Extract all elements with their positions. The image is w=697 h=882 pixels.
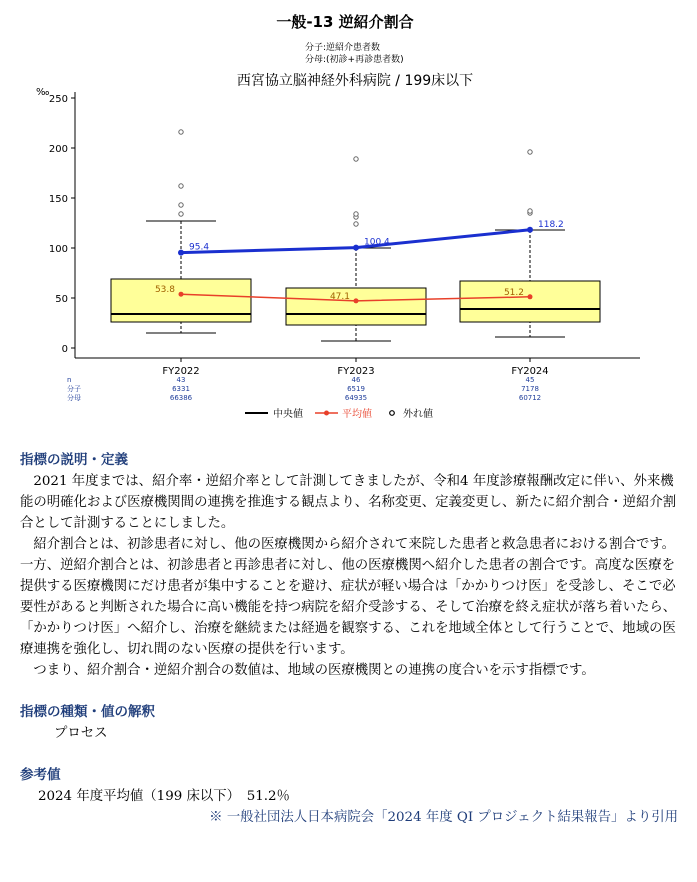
table-cell: 46 (351, 376, 361, 384)
kind-value: プロセス (54, 726, 108, 741)
table-cell: 66386 (169, 394, 193, 402)
reference-value: 2024 年度平均値（199 床以下） 51.2％ (38, 789, 290, 804)
legend-mean-label: 平均値 (342, 409, 372, 420)
hospital-point (178, 250, 184, 256)
table-cell: 6519 (347, 385, 365, 393)
table-row-label: n (67, 376, 72, 384)
table-row-label: 分母 (67, 394, 81, 402)
legend-outlier-label: 外れ値 (403, 409, 433, 420)
definition-paragraph-2: 紹介割合とは、初診患者に対し、他の医療機関から紹介されて来院した患者と救急患者における割合です。一方、逆紹介割合とは、初診患者と再診患者に対し、他の医療機関へ紹介した患者の割合です。高度な医療を提供する医療機関にだけ患者が集中することを避け、症状が軽い場合は「かかりつけ医」を受診し、そこで必要性があると判断された場合に高い機能を持つ病院を紹介受診する、そして治療を終え症状が落ち着いたら、「かかりつけ医」へ紹介し、治療を継続または経過を観察する、これを地域全体として行うことで、地域の医療連携を強化し、切れ間のない医療の提供を行います。 (20, 537, 677, 657)
definition-paragraph-1: 2021 年度までは、紹介率・逆紹介率として計測してきましたが、令和4 年度診療報酬改定に伴い、外来機能の明確化および医療機関間の連携を推進する観点より、名称変更、定義変更し、新たに紹介割合・逆紹介割合として計測することにしました。 (20, 474, 677, 531)
denominator-label: 分母:(初診+再診患者数) (305, 55, 404, 65)
table-cell: 45 (525, 376, 535, 384)
y-tick-label: 50 (55, 294, 68, 305)
iqr-box (111, 279, 251, 322)
reference-source: ※ 一般社団法人日本病院会「2024 年度 QI プロジェクト結果報告」より引用 (209, 810, 678, 825)
definition-heading: 指標の説明・定義 (20, 452, 128, 468)
mean-point (354, 298, 359, 303)
outlier-point (179, 184, 183, 188)
table-cell: 43 (176, 376, 186, 384)
reference-heading: 参考値 (20, 767, 61, 783)
iqr-box (286, 288, 426, 325)
box-plot-chart (0, 0, 697, 440)
legend-mean-marker (324, 411, 329, 416)
hospital-point (527, 227, 533, 233)
outlier-point (528, 150, 532, 154)
x-tick-label: FY2023 (337, 366, 375, 377)
table-cell: 6331 (172, 385, 190, 393)
table-cell: 7178 (521, 385, 539, 393)
description-section (20, 450, 680, 828)
y-axis-unit: ‰ (36, 87, 50, 98)
outlier-point (179, 203, 183, 207)
definition-paragraph-3: つまり、紹介割合・逆紹介割合の数値は、地域の医療機関との連携の度合いを示す指標です。 (33, 663, 595, 678)
x-tick-label: FY2024 (511, 366, 549, 377)
outlier-point (354, 212, 358, 216)
outlier-point (354, 222, 358, 226)
y-tick-label: 250 (48, 94, 68, 105)
table-row-label: 分子 (67, 385, 81, 393)
outlier-point (354, 157, 358, 161)
y-tick-label: 100 (48, 244, 68, 255)
numerator-label: 分子:逆紹介患者数 (305, 43, 381, 53)
mean-value-label: 51.2 (503, 287, 524, 298)
iqr-box (460, 281, 600, 322)
hospital-value-label: 100.4 (364, 237, 390, 248)
legend-median-label: 中央値 (273, 409, 303, 420)
hospital-value-label: 95.4 (189, 242, 210, 253)
y-tick-label: 0 (61, 344, 68, 355)
y-tick-label: 150 (48, 194, 68, 205)
hospital-point (353, 245, 359, 251)
mean-point (179, 292, 184, 297)
outlier-point (179, 130, 183, 134)
y-tick-label: 200 (48, 144, 68, 155)
x-tick-label: FY2022 (162, 366, 200, 377)
outlier-point (179, 212, 183, 216)
mean-value-label: 53.8 (154, 285, 175, 296)
chart-title: 一般-13 逆紹介割合 (276, 13, 414, 31)
chart-subtitle: 西宮協立脳神経外科病院 / 199床以下 (236, 73, 474, 89)
legend-outlier-marker (390, 411, 395, 416)
hospital-value-label: 118.2 (538, 219, 564, 230)
outlier-point (528, 209, 532, 213)
kind-heading: 指標の種類・値の解釈 (20, 704, 155, 720)
mean-value-label: 47.1 (329, 291, 350, 302)
table-cell: 60712 (518, 394, 542, 402)
mean-point (528, 294, 533, 299)
table-cell: 64935 (344, 394, 368, 402)
